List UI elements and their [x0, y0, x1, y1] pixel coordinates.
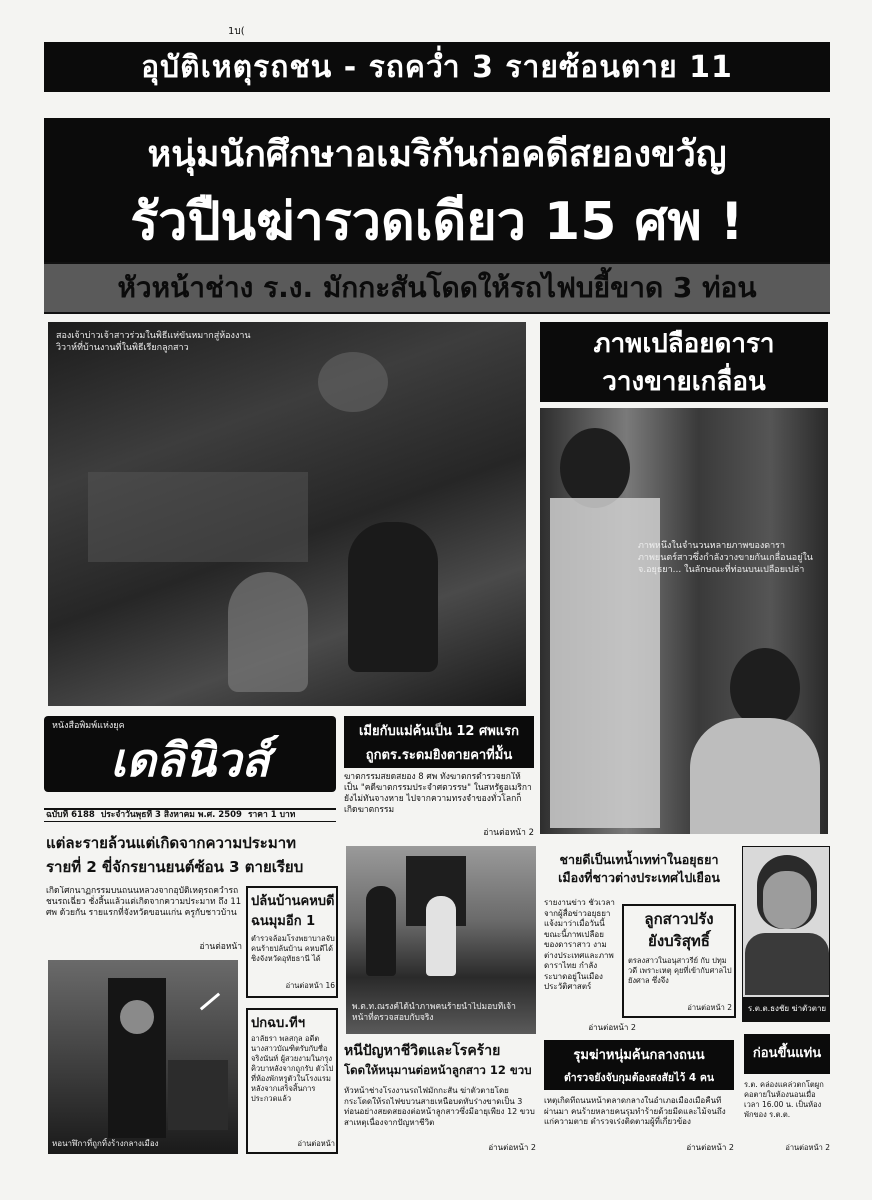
page-mark: 1บ( — [228, 26, 245, 37]
bodies-story-body: เหตุเกิดที่ถนนหน้าตลาดกลางในอำเภอเมืองเมื่อคืนที่ผ่านมา คนร้ายหลายคนรุมทำร้ายด้วยมีดและไม้จนถึงแก่ความตาย ตำรวจเร่งติดตามผู้ที่เกี่ยวข้อง — [544, 1096, 726, 1126]
mother-story-headline-1: เมียกับแม่ค้นเป็น 12 ศพแรก — [358, 723, 520, 739]
actress-photo-caption: ภาพหนึ่งในจำนวนหลายภาพของดาราภาพยนตร์สาวซึ่งกำลังวางขายกันเกลื่อนอยู่ใน จ.อยุธยา... ในลักษณะที่ท่อนบนเปลือยเปล่า — [638, 541, 813, 575]
robbery-headline-2: ฉนมุมอีก 1 — [251, 914, 316, 929]
inset-headline-2: ยังบริสุทธิ์ — [648, 932, 710, 950]
issue-date: ประจำวันพุธที่ 3 สิงหาคม พ.ศ. 2509 — [100, 810, 242, 820]
person-silhouette — [228, 572, 308, 692]
foreigners-story-body: รายงานข่าว ชั่วเวลาจากผู้สื่อข่าวอยุธยา แจ้งมาว่าเมื่อวันนี้ ขณะนี้ภาพเปลือยของดาราสาว งาม ต่างประเทศและภาพดาราไทย กำลังระบาดอยู่ในเมืองประวัติศาสตร์ — [544, 898, 615, 991]
foreigners-headline — [544, 846, 734, 892]
police-photo — [346, 846, 536, 1034]
mother-story-body: ฆาตกรรมสยดสยอง 8 ศพ ทั้งฆาตกรตำรวจยกให้เป็น "คดีฆาตกรรมประจำศตวรรษ" ในสหรัฐอเมริกา ยังไม่ทันจางหาย ไปจากความทรงจำของทั่วโลกก็เกิดฆาตกรรม — [344, 772, 532, 815]
bodies-story-continued: อ่านต่อหน้า 2 — [686, 1143, 734, 1152]
masthead-tagline: หนังสือพิมพ์แห่งยุค — [52, 721, 125, 731]
debt-headline-2: โดดให้หนุมานต่อหน้าลูกสาว 12 ขวบ — [344, 1063, 532, 1077]
robbery-story-box — [246, 886, 338, 998]
main-headline-line-2: รัวปืนฆ่ารวดเดียว 15 ศพ ! — [130, 191, 744, 252]
mother-story-headline-2: ถูกตร.ระดมยิงตายคาที่ม้ัน — [365, 747, 513, 763]
person-silhouette — [366, 886, 396, 976]
table-shape — [88, 472, 308, 562]
young-officer-continued: อ่านต่อหน้า 2 — [785, 1143, 830, 1152]
police-photo-caption: พ.ต.ท.ณรงค์ได้นำภาพคนร้ายนำไปมอบที่เจ้าหน้าที่ตรวจสอบกับจริง — [352, 1002, 516, 1023]
woman-head — [730, 648, 800, 728]
flower-decoration — [318, 352, 388, 412]
portrait-photo — [742, 846, 830, 1022]
kidnap-headline: ปกฉบ.ทีฯ — [251, 1016, 306, 1031]
arrow-marker — [200, 993, 220, 1011]
masthead-name: เดลินิวส์ — [110, 732, 270, 787]
foreigners-headline-2: เมืองที่ชาวต่างประเทศไปเยือน — [558, 870, 720, 885]
actress-photo — [540, 408, 828, 834]
issue-price: ราคา 1 บาท — [247, 810, 296, 820]
actress-headline-line-2: วางขายเกลื่อน — [602, 366, 766, 397]
inset-headline-1: ลูกสาวปรัง — [644, 910, 714, 928]
portrait-uniform — [745, 933, 829, 995]
person-silhouette — [426, 896, 456, 976]
robbery-story-continued: อ่านต่อหน้า 16 — [285, 981, 335, 990]
foreigners-inset-box — [622, 904, 736, 1018]
accident-headline-2: รายที่ 2 ขี่จักรยานยนต์ซ้อน 3 ตายเรียบ — [46, 858, 304, 876]
inset-body: ตรลงสาวในอนุสาวรีย์ กับ ปทุมวดี เพราะเหตุ คุยที่เข้ากับศาลไปยังศาล ซึ่งจึง — [628, 956, 732, 985]
wedding-photo-caption: สองเจ้าบ่าวเจ้าสาวร่วมในพิธีแห่ขันหมากสู่ห้องงานวิวาห์ที่บ้านงานที่ในพิธีเรียกลูกสาว — [56, 331, 251, 353]
young-officer-headline: ก่อนขึ้นแท่น — [744, 1034, 830, 1074]
actress-headline-box — [540, 322, 828, 402]
kidnap-story-body: อาลัยรา พลสกุล อดีตนางสาวบัณฑิตรับกับชื่อจริงนันท์ ผู้สวยงามในกรุงคิวบาหลังจากถูกรับ ตัวไปที่ห้องพักหรูตัวในโรงแรมหลังจากเสร็จสิ้นการประกวดแล้ว — [251, 1034, 334, 1103]
main-headline-block — [44, 118, 830, 262]
man-head — [560, 428, 630, 508]
robbery-headline-1: ปล้นบ้านคหบดี — [251, 894, 335, 909]
bodies-headline-1: รุมฆ่าหนุ่มค้นกลางถนน — [573, 1047, 705, 1063]
debt-headline-1: หนีปัญหาชีวิตและโรคร้าย — [344, 1043, 501, 1059]
clocktower-photo — [48, 960, 238, 1154]
debt-story-body: หัวหน้าช่างโรงงานรถไฟมักกะสัน ฆ่าตัวตายโดยกระโดดให้รถไฟขบวนสายเหนือบดทับร่างขาดเป็น 3 ท่อนอย่างสยดสยองต่อหน้าลูกสาวซึ่งมีอายุเพียง 12 ขวบ สาเหตุเนื่องจากปัญหาชีวิต — [344, 1086, 535, 1127]
wedding-photo — [48, 322, 526, 706]
building-shape — [168, 1060, 228, 1130]
foreigners-headline-1: ชายดีเป็นเทน้ำเทท่าในอยุธยา — [559, 852, 719, 867]
issue-number: ฉบับที่ 6188 — [46, 810, 95, 820]
masthead — [44, 716, 336, 792]
robbery-story-body: ตำรวจล้อมโรงพยาบาลจับคนร้ายปล้นบ้าน คหบดีได้ชิงจังหวัดอุทัยธานี ได้ — [251, 934, 335, 963]
bodies-headline-2: ตำรวจยังจับกุมต้องสงสัยไว้ 4 คน — [563, 1071, 715, 1084]
inset-continued: อ่านต่อหน้า 2 — [687, 1003, 732, 1012]
actress-headline-line-1: ภาพเปลือยดารา — [593, 328, 775, 359]
mother-story-headline-box — [344, 716, 534, 768]
subhead-banner: หัวหน้าช่าง ร.ง. มักกะสันโดดให้รถไฟบยี้ขาด 3 ท่อน — [44, 262, 830, 314]
accident-story-continued: อ่านต่อหน้า — [199, 942, 242, 952]
bodies-headline-box — [544, 1040, 734, 1090]
mother-story-continued: อ่านต่อหน้า 2 — [483, 828, 534, 838]
woman-body — [690, 718, 820, 834]
kidnap-story-continued: อ่านต่อหน้า — [297, 1139, 335, 1148]
accident-story-body: เกิดโศกนาฏกรรมบนถนนหลวงจากอุบัติเหตุรถคว่ำรถชนรถเฉี่ยว ชั่งสิ้นแล้วแต่เกิดจากความประมาท ถึง 11 ศพ ด้วยกัน รายแรกที่จังหวัดขอนแก่น ครูกับชาวบ้าน — [46, 886, 242, 918]
banner-top-headline: อุบัติเหตุรถชน - รถคว่ำ 3 รายซ้อนตาย 11 — [44, 42, 830, 92]
young-officer-body: ร.ต. คล่องแคล่วตกโตผูกคอตายในห้องนอนเมื่อเวลา 16.00 น. เป็นห้องพักของ ร.ต.ต. — [744, 1080, 824, 1119]
clock-face — [120, 1000, 154, 1034]
clocktower-caption: หอนาฬิกาที่ถูกทิ้งร้างกลางเมือง — [52, 1139, 159, 1148]
portrait-face — [763, 871, 811, 929]
main-headline-line-1: หนุ่มนักศึกษาอเมริกันก่อคดีสยองขวัญ — [147, 133, 727, 175]
accident-headline-1: แต่ละรายล้วนแต่เกิดจากความประมาท — [46, 834, 297, 852]
masthead-info-bar — [44, 808, 336, 822]
kidnap-story-box — [246, 1008, 338, 1154]
debt-story-continued: อ่านต่อหน้า 2 — [488, 1143, 536, 1152]
person-silhouette — [348, 522, 438, 672]
portrait-caption: ร.ต.ต.ธงชัย ฆ่าตัวตาย — [743, 997, 830, 1021]
foreigners-story-continued: อ่านต่อหน้า 2 — [588, 1023, 636, 1032]
